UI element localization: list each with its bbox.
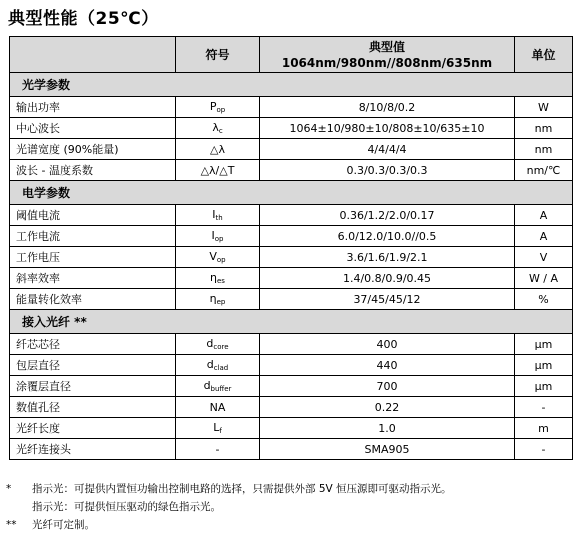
param-symbol (176, 97, 260, 118)
symbol-subscript: ep (216, 298, 226, 306)
param-value: 4/4/4/4 (260, 139, 515, 160)
param-value: 37/45/45/12 (260, 289, 515, 310)
param-name: 斜率效率 (10, 268, 176, 289)
table-row (10, 139, 573, 160)
footnote (6, 480, 452, 498)
table-row (10, 355, 573, 376)
page-title: 典型性能（25℃） (8, 9, 159, 29)
symbol-base: I (211, 229, 215, 242)
param-unit: W (515, 97, 573, 118)
symbol-base: I (212, 208, 216, 221)
param-symbol (176, 226, 260, 247)
footnotes (6, 480, 452, 534)
param-unit: µm (515, 355, 573, 376)
symbol-base: λ (212, 121, 219, 134)
symbol-base: NA (209, 400, 226, 414)
table-row (10, 418, 573, 439)
param-value: 0.36/1.2/2.0/0.17 (260, 205, 515, 226)
param-symbol (176, 376, 260, 397)
table-row (10, 247, 573, 268)
symbol-base: V (209, 250, 217, 263)
table-row (10, 205, 573, 226)
param-unit: nm (515, 118, 573, 139)
section-header-row (10, 310, 573, 334)
param-name: 纤芯芯径 (10, 334, 176, 355)
param-name: 数值孔径 (10, 397, 176, 418)
header-value-line2: 1064nm/980nm//808nm/635nm (281, 55, 493, 70)
param-value: 400 (260, 334, 515, 355)
symbol-subscript: op (216, 106, 226, 114)
param-symbol (176, 205, 260, 226)
table-row (10, 376, 573, 397)
symbol-base: L (213, 421, 220, 434)
param-value: SMA905 (260, 439, 515, 460)
table-header-row (10, 37, 573, 73)
param-unit: nm/℃ (515, 160, 573, 181)
param-symbol (176, 247, 260, 268)
footnote (6, 516, 452, 534)
header-symbol: 符号 (176, 37, 260, 73)
param-unit: µm (515, 334, 573, 355)
param-name: 涂覆层直径 (10, 376, 176, 397)
param-name: 中心波长 (10, 118, 176, 139)
param-value: 1.4/0.8/0.9/0.45 (260, 268, 515, 289)
footnote-text: 指示光：可提供恒压驱动的绿色指示光。 (32, 501, 221, 513)
symbol-subscript: clad (213, 364, 229, 372)
param-value: 6.0/12.0/10.0//0.5 (260, 226, 515, 247)
param-name: 工作电压 (10, 247, 176, 268)
param-value: 700 (260, 376, 515, 397)
param-unit: m (515, 418, 573, 439)
param-name: 光谱宽度 (90%能量) (10, 139, 176, 160)
param-unit: - (515, 397, 573, 418)
symbol-base: △λ (210, 142, 225, 156)
param-symbol (176, 334, 260, 355)
footnote-mark: ** (6, 519, 17, 531)
param-name: 能量转化效率 (10, 289, 176, 310)
param-value: 3.6/1.6/1.9/2.1 (260, 247, 515, 268)
param-name: 工作电流 (10, 226, 176, 247)
section-title: 电学参数 (10, 181, 573, 205)
performance-table (9, 36, 573, 460)
param-symbol (176, 160, 260, 181)
footnote-mark (6, 498, 32, 516)
param-value: 1.0 (260, 418, 515, 439)
param-value: 8/10/8/0.2 (260, 97, 515, 118)
symbol-base: η (209, 292, 217, 305)
symbol-subscript: core (213, 343, 229, 351)
table-row (10, 268, 573, 289)
footnote (6, 498, 452, 516)
param-value: 0.22 (260, 397, 515, 418)
symbol-subscript: f (219, 427, 222, 435)
symbol-base: d (203, 379, 211, 392)
param-symbol (176, 118, 260, 139)
param-name: 阈值电流 (10, 205, 176, 226)
param-name: 光纤连接头 (10, 439, 176, 460)
param-symbol (176, 397, 260, 418)
param-name: 光纤长度 (10, 418, 176, 439)
symbol-base: d (206, 337, 214, 350)
section-title: 接入光纤 ** (10, 310, 573, 334)
param-unit: W / A (515, 268, 573, 289)
section-header-row (10, 181, 573, 205)
param-symbol (176, 268, 260, 289)
table-row (10, 397, 573, 418)
symbol-base: d (206, 358, 214, 371)
table-row (10, 97, 573, 118)
symbol-subscript: th (215, 214, 223, 222)
param-unit: V (515, 247, 573, 268)
param-symbol (176, 418, 260, 439)
param-name: 包层直径 (10, 355, 176, 376)
section-header-row (10, 73, 573, 97)
param-unit: A (515, 226, 573, 247)
footnote-mark: * (6, 483, 12, 495)
param-symbol (176, 289, 260, 310)
table-row (10, 289, 573, 310)
table-row (10, 160, 573, 181)
param-symbol (176, 139, 260, 160)
table-row (10, 334, 573, 355)
footnote-text: 指示光：可提供内置恒功输出控制电路的选择，只需提供外部 5V 恒压源即可驱动指示光。 (32, 483, 452, 495)
param-unit: A (515, 205, 573, 226)
param-name: 输出功率 (10, 97, 176, 118)
param-name: 波长 - 温度系数 (10, 160, 176, 181)
symbol-base: η (210, 271, 217, 284)
symbol-subscript: op (216, 256, 226, 264)
symbol-base: - (215, 442, 220, 456)
symbol-subscript: c (218, 127, 223, 135)
param-unit: % (515, 289, 573, 310)
header-param (10, 37, 176, 73)
table-row (10, 226, 573, 247)
symbol-subscript: buffer (210, 385, 232, 393)
param-value: 0.3/0.3/0.3/0.3 (260, 160, 515, 181)
section-title: 光学参数 (10, 73, 573, 97)
header-value (260, 37, 515, 73)
param-unit: µm (515, 376, 573, 397)
param-symbol (176, 355, 260, 376)
param-symbol (176, 439, 260, 460)
param-value: 440 (260, 355, 515, 376)
table-row (10, 439, 573, 460)
footnote-text: 光纤可定制。 (32, 519, 95, 531)
table-row (10, 118, 573, 139)
param-unit: - (515, 439, 573, 460)
param-unit: nm (515, 139, 573, 160)
symbol-subscript: es (217, 277, 225, 285)
symbol-base: △λ/△T (200, 163, 235, 177)
symbol-subscript: op (214, 235, 224, 243)
header-value-line1: 典型值 (368, 39, 405, 54)
header-unit: 单位 (515, 37, 573, 73)
param-value: 1064±10/980±10/808±10/635±10 (260, 118, 515, 139)
symbol-base: P (209, 100, 217, 113)
